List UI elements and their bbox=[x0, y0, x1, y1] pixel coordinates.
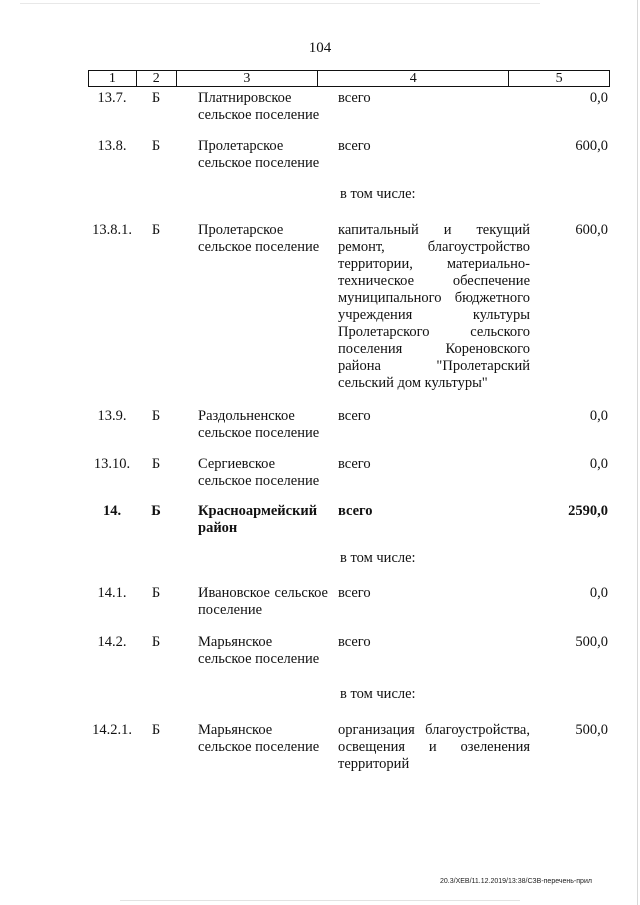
header-col-1: 1 bbox=[89, 71, 137, 86]
row-number: 13.7. bbox=[97, 90, 127, 106]
row-number: 13.9. bbox=[97, 408, 127, 424]
footer-document-code: 20.3/ХЕВ/11.12.2019/13:38/СЗВ-перечень-прил bbox=[440, 878, 592, 885]
header-col-5: 5 bbox=[555, 71, 563, 86]
row-purpose: всего bbox=[338, 634, 371, 650]
row-amount: 0,0 bbox=[589, 90, 608, 106]
row-letter: Б bbox=[151, 90, 161, 106]
row-name: Красноармейский район bbox=[198, 503, 318, 536]
row-number: 13.8.1. bbox=[92, 222, 132, 238]
row-purpose: всего bbox=[338, 138, 371, 154]
row-name: Марьянское сельское поселение bbox=[198, 634, 320, 667]
row-name: Раздольненское сельское поселение bbox=[198, 408, 320, 441]
row-purpose: всего bbox=[338, 456, 371, 472]
row-number: 14.2. bbox=[97, 634, 127, 650]
row-amount: 0,0 bbox=[589, 456, 608, 472]
table-header bbox=[88, 70, 610, 87]
row-number: 13.10. bbox=[93, 456, 131, 472]
row-amount: 0,0 bbox=[589, 408, 608, 424]
row-number: 14.1. bbox=[97, 585, 127, 601]
subheading: в том числе: bbox=[340, 186, 416, 202]
row-letter: Б bbox=[151, 722, 161, 738]
row-letter: Б bbox=[151, 222, 161, 238]
row-purpose: капитальный и текущий ремонт, благоустройство территории, материально-техническое обеспечение муниципального бюджетного учреждения культуры Пролетарского сельского поселения Кореновского района "Пролетарский сельский дом культуры" bbox=[338, 222, 530, 391]
scan-edge-bottom bbox=[120, 900, 520, 901]
header-col-4: 4 bbox=[318, 71, 509, 86]
scan-edge-top bbox=[20, 3, 540, 4]
row-name: Ивановское сельское поселение bbox=[198, 585, 328, 618]
row-amount: 2590,0 bbox=[568, 503, 608, 519]
row-purpose: организация благоустройства, освещения и озеленения территорий bbox=[338, 722, 530, 772]
row-amount: 500,0 bbox=[575, 722, 608, 738]
subheading: в том числе: bbox=[340, 550, 416, 566]
subheading: в том числе: bbox=[340, 686, 416, 702]
row-amount: 0,0 bbox=[589, 585, 608, 601]
row-letter: Б bbox=[151, 503, 161, 519]
page-number: 104 bbox=[308, 40, 332, 56]
row-purpose: всего bbox=[338, 90, 371, 106]
row-letter: Б bbox=[151, 456, 161, 472]
row-number: 14. bbox=[102, 503, 122, 519]
row-letter: Б bbox=[151, 634, 161, 650]
row-purpose: всего bbox=[338, 408, 371, 424]
row-amount: 600,0 bbox=[575, 138, 608, 154]
header-col-3: 3 bbox=[177, 71, 318, 86]
row-purpose: всего bbox=[338, 503, 373, 519]
row-number: 13.8. bbox=[97, 138, 127, 154]
row-name: Пролетарское сельское поселение bbox=[198, 222, 320, 255]
row-name: Платнировское сельское поселение bbox=[198, 90, 320, 123]
row-amount: 600,0 bbox=[575, 222, 608, 238]
row-name: Сергиевское сельское поселение bbox=[198, 456, 320, 489]
row-letter: Б bbox=[151, 585, 161, 601]
row-purpose: всего bbox=[338, 585, 371, 601]
header-col-2: 2 bbox=[137, 71, 177, 86]
scan-edge-right bbox=[637, 0, 638, 905]
row-number: 14.2.1. bbox=[92, 722, 132, 738]
row-name: Пролетарское сельское поселение bbox=[198, 138, 320, 171]
row-letter: Б bbox=[151, 138, 161, 154]
row-letter: Б bbox=[151, 408, 161, 424]
row-amount: 500,0 bbox=[575, 634, 608, 650]
row-name: Марьянское сельское поселение bbox=[198, 722, 320, 755]
